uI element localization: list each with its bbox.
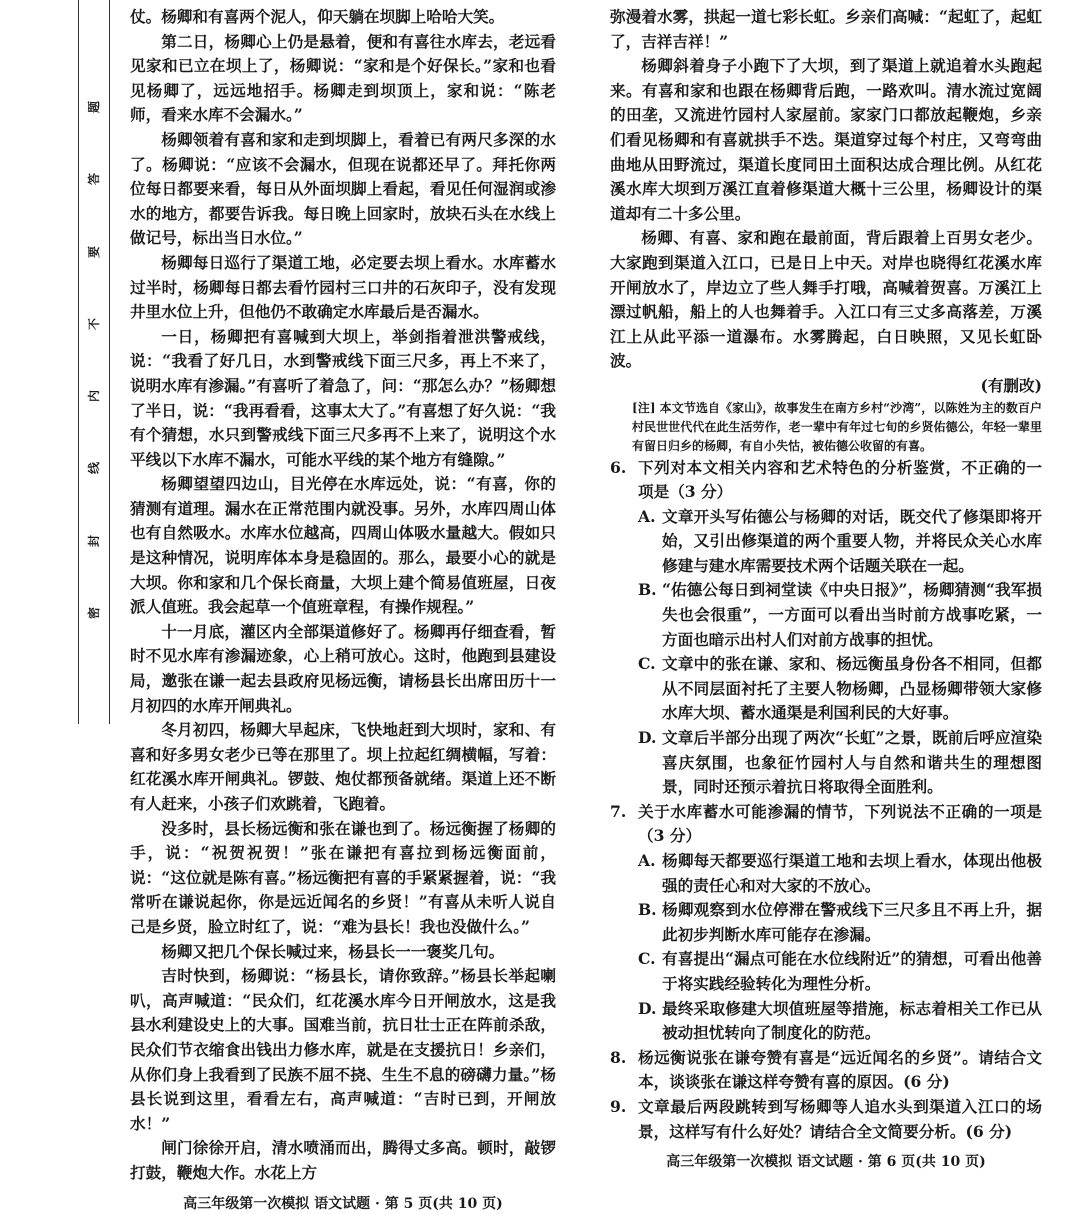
binding-line-notice (79, 100, 109, 620)
answer-option (638, 898, 1042, 947)
paragraph: 冬月初四，杨卿大早起床，飞快地赶到大坝时，家和、有喜和好多男女老少已等在那里了。坝上拉起红绸横幅，写着：红花溪水库开闸典礼。锣鼓、炮仗都预备就绪。渠道上还不断有人赶来，小孩子们欢跳着，飞跑着。 (130, 720, 556, 813)
paragraph: 杨卿、有喜、家和跑在最前面，背后跟着上百男女老少。大家跑到渠道入江口，已是日上中天。对岸也晓得红花溪水库开闸放水了，岸边立了些人舞手打哦，高喊着贺喜。万溪江上漂过帆船，船上的人也舞着手。入江口有三丈多高落差，万溪江上从此平添一道瀑布。水雾腾起，白日映照，又见长虹卧波。 (610, 228, 1042, 371)
paragraph: 弥漫着水雾，拱起一道七彩长虹。乡亲们高喊：“起虹了，起虹了，吉祥吉祥！” (610, 7, 1042, 51)
paragraph: 第二日，杨卿心上仍是悬着，便和有喜往水库去，老远看见家和已立在坝上了，杨卿说：“家和是个好保长。”家和也看见杨卿了，远远地招手。杨卿走到坝顶上，家和说：“陈老师，看来水库不会漏水。” (130, 31, 556, 125)
option-key: B. (638, 900, 657, 920)
option-text: “佑德公每日到祠堂读《中央日报》”，杨卿猜测“我军损失也会很重”，一方面可以看出当时前方战事吃紧，一方面也暗示出村人们对前方战事的担忧。 (662, 580, 1042, 649)
paragraph: 一日，杨卿把有喜喊到大坝上，举剑指着泄洪警戒线，说：“我看了好几日，水到警戒线下面三尺多，再上不来了，说明水库有渗漏。”有喜听了着急了，问：“那怎么办？”杨卿想了半日，说：“我再看看，这事太大了。”有喜想了好久说：“我有个猜想，水只到警戒线下面三尺多再不上来了，说明这个水平线以下水库不漏水，可能水平线的某个地方有缝隙。” (130, 326, 556, 469)
answer-option (638, 726, 1042, 800)
question (610, 800, 1042, 849)
footnote (610, 399, 1042, 456)
binding-char: 答 (86, 173, 101, 186)
page-5-footer: 高三年级第一次模拟 语文试题 · 第 5 页(共 10 页) (183, 1195, 503, 1212)
question-text: 关于水库蓄水可能渗漏的情节，下列说法不正确的一项是（3 分） (638, 801, 1042, 846)
question (610, 1046, 1042, 1095)
option-text: 杨卿观察到水位停滞在警戒线下三尺多且不再上升，据此初步判断水库可能存在渗漏。 (662, 900, 1042, 944)
answer-option (638, 947, 1042, 996)
option-text: 文章后半部分出现了两次“长虹”之景，既前后呼应渲染喜庆氛围，也象征竹园村人与自然和谐共生的理想图景，同时还预示着抗日将取得全面胜利。 (662, 728, 1042, 797)
option-key: D. (638, 728, 657, 748)
paragraph: 杨卿每日巡行了渠道工地，必定要去坝上看水。水库蓄水过半时，杨卿每日都去看竹园村三口井的石灰印子，没有发现井里水位上升，但他仍不敢确定水库最后是否漏水。 (130, 252, 556, 322)
paragraph: 仗。杨卿和有喜两个泥人，仰天躺在坝脚上哈哈大笑。 (130, 7, 505, 26)
option-text: 最终采取修建大坝值班屋等措施，标志着相关工作已从被动担忧转向了制度化的防范。 (662, 998, 1042, 1043)
question (610, 1095, 1042, 1144)
binding-margin (78, 0, 110, 724)
footnote-text: 本文节选自《家山》，故事发生在南方乡村“沙湾”，以陈姓为主的数百户村民世世代代在此生活劳作，老一辈中有年过七旬的乡贤佑德公，年轻一辈里有留日归乡的杨卿，有自小失怙，被佑德公收留的有喜。 (632, 400, 1043, 453)
paragraph: 闸门徐徐开启，清水喷涌而出，腾得丈多高。顿时，敲锣打鼓，鞭炮大作。水花上方 (130, 1138, 556, 1182)
option-text: 杨卿每天都要巡行渠道工地和去坝上看水，体现出他极强的责任心和对大家的不放心。 (662, 851, 1042, 895)
question-list (610, 456, 1042, 1145)
binding-char: 要 (86, 245, 101, 258)
page-5-body (130, 5, 556, 1186)
option-key: C. (638, 949, 656, 969)
question-number: 7. (610, 801, 627, 821)
question-number: 6. (610, 457, 627, 477)
answer-option (638, 505, 1042, 579)
paragraph: 杨卿望望四边山，目光停在水库远处，说：“有喜，你的猜测有道理。漏水在正常范围内就没事。另外，水库四周山体也有自然吸水。水库水位越高，四周山体吸水量越大。假如只是这种情况，说明库体本身是稳固的。那么，最要小心的就是大坝。你和家和几个保长商量，大坝上建个简易值班屋，日夜派人值班。我会起草一个值班章程，有操作规程。” (130, 474, 556, 617)
paragraph: 十一月底，灌区内全部渠道修好了。杨卿再仔细查看，暂时不见水库有渗漏迹象，心上稍可放心。这时，他跑到县建设局，邀张在谦一起去县政府见杨远衡，请杨县长出席田历十一月初四的水库开闸典礼。 (130, 621, 556, 715)
answer-option (638, 997, 1042, 1046)
option-text: 文章中的张在谦、家和、杨远衡虽身份各不相同，但都从不同层面衬托了主要人物杨卿，凸显杨卿带领大家修水库大坝、蓄水通渠是利国利民的大好事。 (662, 654, 1042, 723)
binding-char: 不 (86, 317, 101, 330)
question-text: 杨远衡说张在谦夸赞有喜是“远近闻名的乡贤”。请结合文本，谈谈张在谦这样夸赞有喜的原因。(6 分) (638, 1047, 1042, 1092)
question (610, 456, 1042, 505)
page-6-body (610, 5, 1042, 1144)
answer-option (638, 849, 1042, 898)
question-text: 下列对本文相关内容和艺术特色的分析鉴赏，不正确的一项是（3 分） (638, 457, 1042, 502)
option-text: 文章开头写佑德公与杨卿的对话，既交代了修渠即将开始，又引出修渠道的两个重要人物，并将民众关心水库修建与建水库需要技术两个话题关联在一起。 (662, 506, 1042, 575)
paragraph: 没多时，县长杨远衡和张在谦也到了。杨远衡握了杨卿的手，说：“祝贺祝贺！”张在谦把有喜拉到杨远衡面前，说：“这位就是陈有喜。”杨远衡把有喜的手紧紧握着，说：“我常听在谦说起你，你是远近闻名的乡贤！”有喜从未听人说自己是乡贤，脸立时红了，说：“难为县长！我也没做什么。” (130, 818, 556, 936)
option-text: 有喜提出“漏点可能在水位线附近”的猜想，可看出他善于将实践经验转化为理性分析。 (662, 949, 1042, 993)
binding-char: 密 (86, 606, 101, 619)
source-credit: (有删改) (980, 375, 1042, 395)
paragraph: 杨卿又把几个保长喊过来，杨县长一一褒奖几句。 (161, 941, 505, 961)
binding-char: 封 (86, 534, 101, 547)
page-5 (130, 5, 556, 1214)
paragraph: 杨卿斜着身子小跑下了大坝，到了渠道上就追着水头跑起来。有喜和家和也跟在杨卿背后跑，一路欢叫。清水流过宽阔的田垄，又流进竹园村人家屋前。家家门口都放起鞭炮，乡亲们看见杨卿和有喜就拱手不迭。渠道穿过每个村庄，又弯弯曲曲地从田野流过，渠道长度同田土面积达成合理比例。从红花溪水库大坝到万溪江直着修渠道大概十三公里，杨卿设计的渠道却有二十多公里。 (610, 56, 1042, 223)
binding-char: 内 (86, 390, 101, 403)
answer-option (638, 652, 1042, 726)
question-number: 9. (610, 1096, 627, 1116)
paragraph: 杨卿领着有喜和家和走到坝脚上，看着已有两尺多深的水了。杨卿说：“应该不会漏水，但现在说都还早了。拜托你两位每日都要来看，每日从外面坝脚上看起，看见任何湿润或渗水的地方，都要告诉我。每日晚上回家时，放块石头在水线上做记号，标出当日水位。” (130, 129, 556, 248)
question-number: 8. (610, 1047, 627, 1067)
option-key: C. (638, 654, 656, 674)
binding-char: 题 (86, 100, 101, 114)
option-key: A. (638, 506, 656, 526)
option-key: A. (638, 851, 656, 870)
paragraph: 吉时快到，杨卿说：“杨县长，请你致辞。”杨县长举起喇叭，高声喊道：“民众们，红花溪水库今日开闸放水，这是我县水利建设史上的大事。国难当前，抗日壮士正在阵前杀敌，民众们节衣缩食出钱出力修水库，就是在支援抗日！乡亲们，从你们身上我看到了民族不屈不挠、生生不息的磅礴力量。”杨县长说到这里，看看左右，高声喊道：“吉时已到，开闸放水！” (130, 966, 556, 1133)
answer-option (638, 578, 1042, 652)
option-key: B. (638, 580, 657, 600)
footnote-label: [注] (632, 400, 656, 415)
page-6 (610, 5, 1042, 1172)
option-key: D. (638, 998, 657, 1018)
question-text: 文章最后两段跳转到写杨卿等人追水头到渠道入江口的场景，这样写有什么好处？请结合全文简要分析。(6 分) (638, 1096, 1042, 1141)
binding-char: 线 (86, 462, 101, 475)
page-6-footer: 高三年级第一次模拟 语文试题 · 第 6 页(共 10 页) (666, 1154, 986, 1171)
